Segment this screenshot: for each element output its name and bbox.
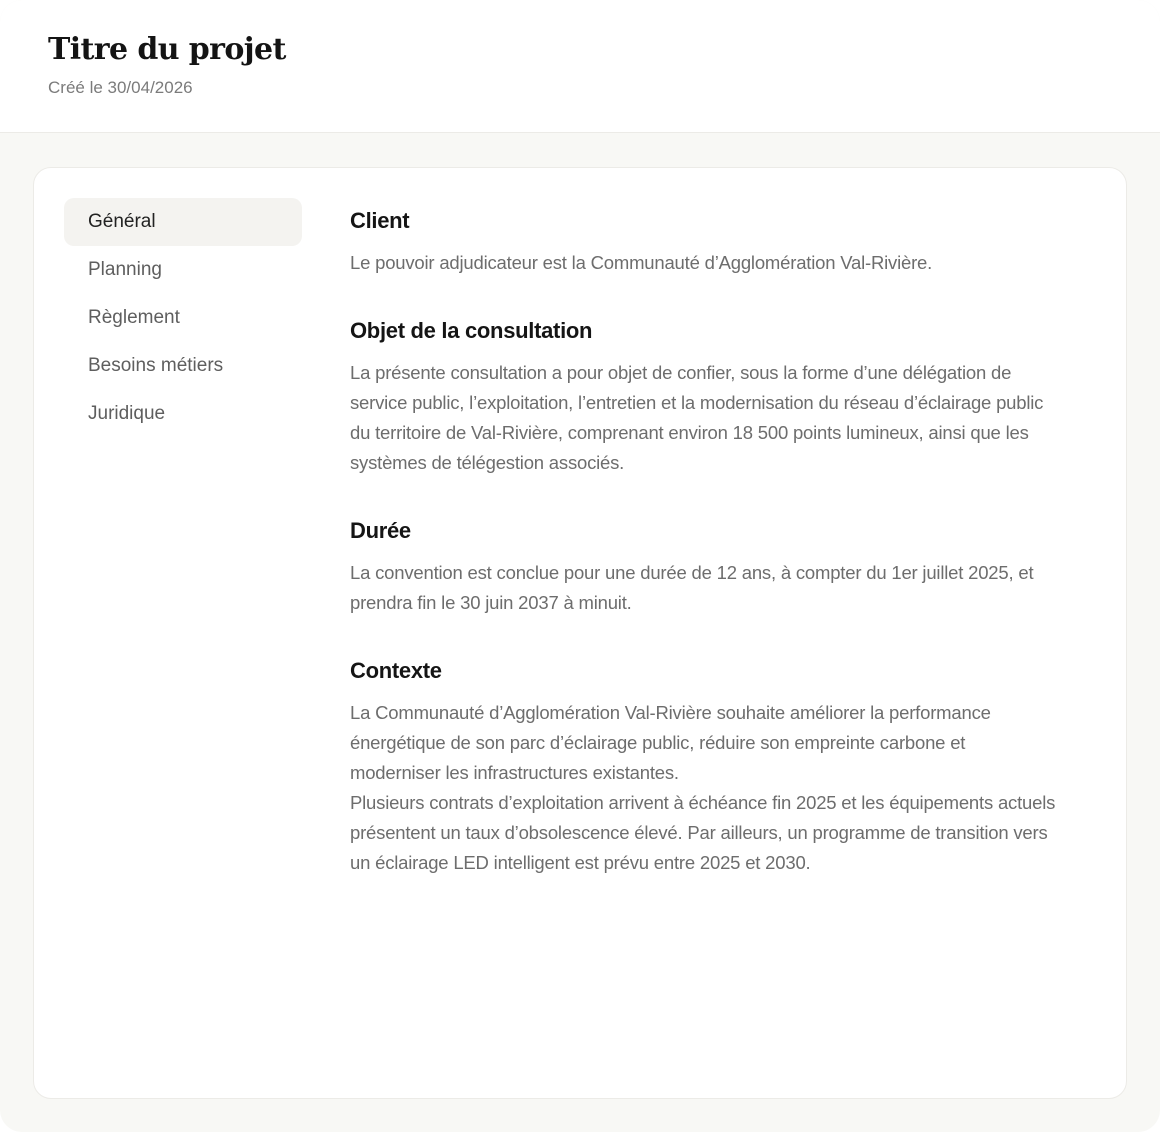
section-title-duree: Durée xyxy=(350,518,411,543)
section-duree xyxy=(350,516,1060,618)
section-client xyxy=(350,206,1060,278)
section-body-client: Le pouvoir adjudicateur est la Communauté d’Agglomération Val-Rivière. xyxy=(350,252,933,273)
sidebar-nav xyxy=(64,198,302,438)
project-card xyxy=(33,167,1127,1099)
general-content xyxy=(350,206,1060,916)
section-contexte xyxy=(350,656,1060,878)
section-title-client: Client xyxy=(350,208,410,233)
section-objet xyxy=(350,316,1060,478)
sidebar-item-planning[interactable]: Planning xyxy=(88,259,162,280)
section-title-contexte: Contexte xyxy=(350,658,442,683)
section-body-duree: La convention est conclue pour une durée de 12 ans, à compter du 1er juillet 2025, et prendra fin le 30 juin 2037 à minuit. xyxy=(350,562,1034,613)
sidebar-item-juridique[interactable]: Juridique xyxy=(88,403,166,424)
sidebar-item-besoins-metiers[interactable]: Besoins métiers xyxy=(88,355,224,376)
sidebar-item-general[interactable]: Général xyxy=(64,198,302,246)
section-body-contexte xyxy=(350,698,1060,878)
sidebar-item-reglement[interactable]: Règlement xyxy=(88,307,180,328)
contexte-paragraph: La Communauté d’Agglomération Val-Rivière souhaite améliorer la performance énergétique de son parc d’éclairage public, réduire son empreinte carbone et moderniser les infrastructures existantes. xyxy=(350,702,991,783)
section-title-objet: Objet de la consultation xyxy=(350,318,593,343)
page-title: Titre du projet xyxy=(48,32,286,67)
created-date: Créé le 30/04/2026 xyxy=(48,78,193,97)
section-body-objet: La présente consultation a pour objet de confier, sous la forme d’une délégation de service public, l’exploitation, l’entretien et la modernisation du réseau d’éclairage public du territoire de Val-Rivière, comprenant environ 18 500 points lumineux, ainsi que les systèmes de télégestion associés. xyxy=(350,362,1044,473)
page-header xyxy=(0,0,1160,133)
contexte-paragraph: Plusieurs contrats d’exploitation arrivent à échéance fin 2025 et les équipements actuels présentent un taux d’obsolescence élevé. Par ailleurs, un programme de transition vers un éclairage LED intelligent est prévu entre 2025 et 2030. xyxy=(350,792,1056,873)
